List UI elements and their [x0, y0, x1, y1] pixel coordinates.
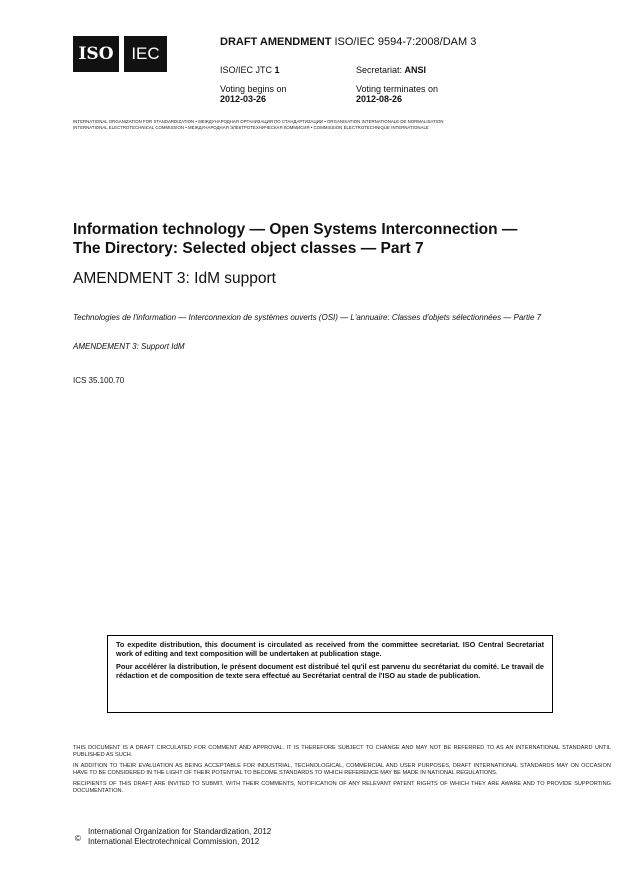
secretariat-label: Secretariat: — [356, 65, 405, 75]
org-line-2: INTERNATIONAL ELECTROTECHNICAL COMMISSION • МЕЖДУНАРОДНАЯ ЭЛЕКТРОТЕХНИЧЕСКАЯ КОММИСИЯ • COMMISSION ÉLECTROTECHNIQUE INTERNATIONALE — [73, 125, 429, 130]
doc-number: ISO/IEC 9594-7:2008/DAM 3 — [334, 36, 477, 48]
copyright-iso: International Organization for Standardization, 2012 — [88, 827, 272, 836]
voting-ends-label: Voting terminates on — [356, 84, 439, 94]
disclaimer — [73, 745, 611, 798]
copyright — [88, 827, 271, 847]
notice-french: Pour accélérer la distribution, le présent document est distribué tel qu'il est parvenu du secrétariat du comité. Le travail de rédaction et de composition de texte sera effectué au Secrétariat central de l'ISO au stade de publication. — [116, 662, 544, 680]
voting-begins-date: 2012-03-26 — [220, 94, 267, 104]
document-header — [220, 36, 476, 48]
committee-number: 1 — [274, 65, 280, 75]
committee — [220, 65, 280, 75]
title-line-1: Information technology — Open Systems Interconnection — — [73, 221, 518, 238]
ics-code: ICS 35.100.70 — [73, 376, 125, 385]
disclaimer-paragraph: RECIPIENTS OF THIS DRAFT ARE INVITED TO SUBMIT, WITH THEIR COMMENTS, NOTIFICATION OF ANY RELEVANT PATENT RIGHTS OF WHICH THEY ARE AWARE AND TO PROVIDE SUPPORTING DOCUMENTATION. — [73, 780, 611, 795]
disclaimer-paragraph: THIS DOCUMENT IS A DRAFT CIRCULATED FOR COMMENT AND APPROVAL. IT IS THEREFORE SUBJECT TO CHANGE AND MAY NOT BE REFERRED TO AS AN INTERNATIONAL STANDARD UNTIL PUBLISHED AS SUCH. — [73, 745, 611, 759]
french-title: Technologies de l'information — Interconnexion de systèmes ouverts (OSI) — L'annuaire: Classes d'objets sélectionnées — Partie 7 — [73, 313, 542, 322]
voting-ends-date: 2012-08-26 — [356, 94, 403, 104]
voting-ends — [356, 84, 438, 104]
amendment-title: AMENDMENT 3: IdM support — [73, 270, 276, 287]
doc-type: DRAFT AMENDMENT — [220, 36, 332, 48]
iso-logo: ISO — [73, 36, 119, 72]
disclaimer-paragraph: IN ADDITION TO THEIR EVALUATION AS BEING ACCEPTABLE FOR INDUSTRIAL, TECHNOLOGICAL, COMMERCIAL AND USER PURPOSES, DRAFT INTERNATIONAL STANDARDS MAY ON OCCASION HAVE TO BE CONSIDERED IN THE LIGHT OF THEIR POTENTIAL TO BECOME STANDARDS TO WHICH REFERENCE MAY BE MADE IN NATIONAL REGULATIONS. — [73, 762, 611, 777]
distribution-notice — [107, 635, 553, 713]
copyright-iec: International Electrotechnical Commission, 2012 — [88, 837, 260, 846]
voting-begins-label: Voting begins on — [220, 84, 287, 94]
notice-english: To expedite distribution, this document is circulated as received from the committee secretariat. ISO Central Secretariat work of editing and text composition will be undertaken at publication stage. — [116, 640, 544, 658]
secretariat-value: ANSI — [404, 65, 427, 75]
french-amendment: AMENDEMENT 3: Support IdM — [73, 342, 185, 351]
voting-begins — [220, 84, 287, 104]
org-line-1: INTERNATIONAL ORGANIZATION FOR STANDARDIZATION • МЕЖДУНАРОДНАЯ ОРГАНИЗАЦИЯ ПО СТАНДАРТИЗАЦИИ • ORGANISATION INTERNATIONALE DE NORMALISATION — [73, 119, 444, 124]
iec-logo: IEC — [124, 36, 167, 72]
committee-prefix: ISO/IEC JTC — [220, 65, 275, 75]
secretariat — [356, 65, 426, 75]
title-line-2: The Directory: Selected object classes — Part 7 — [73, 240, 424, 257]
copyright-icon: © — [75, 834, 81, 843]
